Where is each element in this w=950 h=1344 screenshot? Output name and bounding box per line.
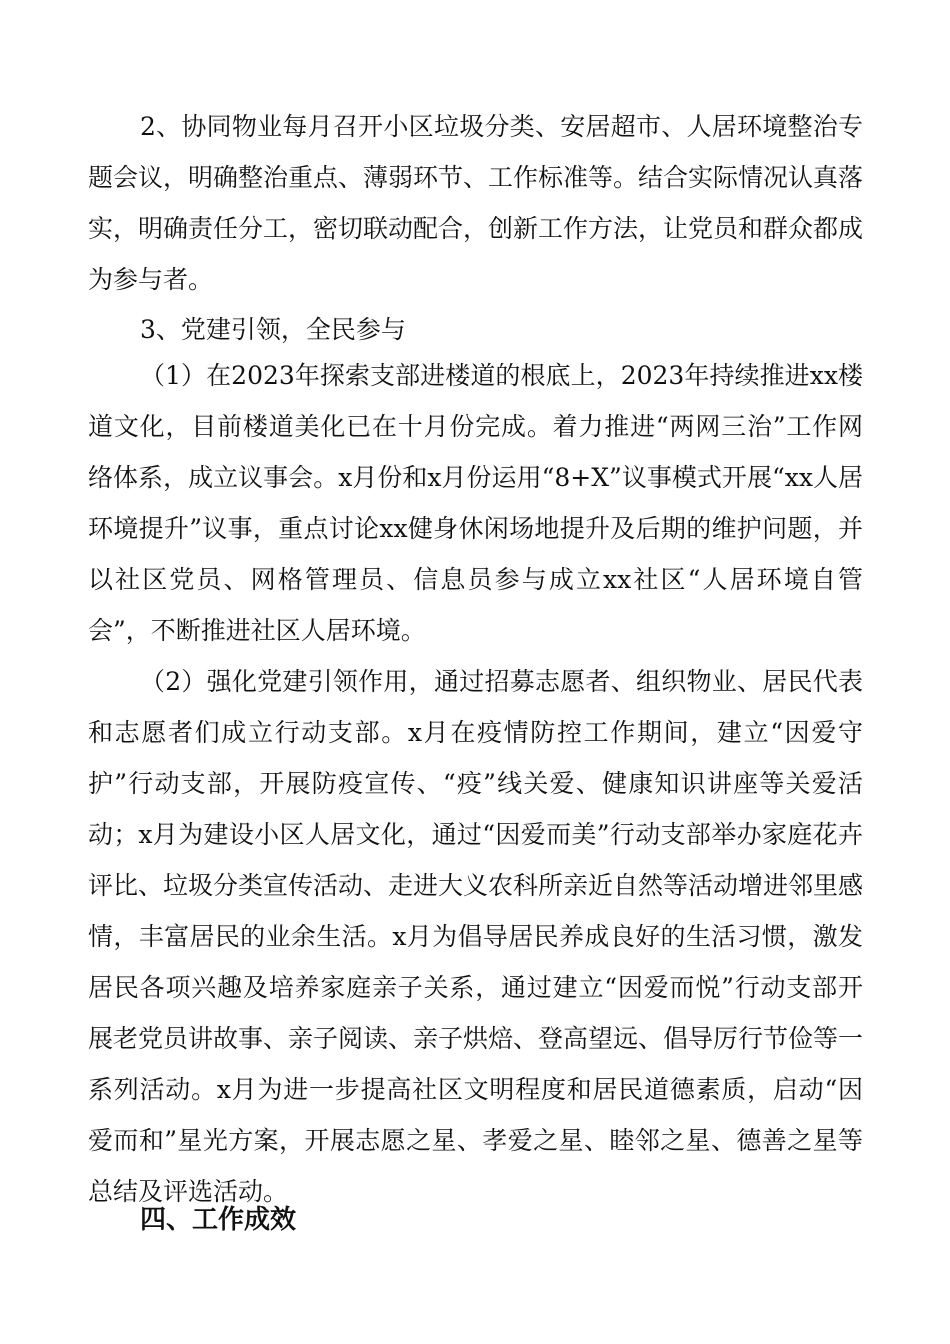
paragraph-2-property-meetings: 2、协同物业每月召开小区垃圾分类、安居超市、人居环境整治专题会议，明确整治重点、薄弱环节、工作标准等。结合实际情况认真落实，明确责任分工，密切联动配合，创新工作方法，让党员和群众都成为参与者。: [88, 112, 864, 294]
paragraph-3-1: （1）在2023年探索支部进楼道的根底上，2023年持续推进xx楼道文化，目前楼道美化已在十月份完成。着力推进“两网三治”工作网络体系，成立议事会。x月份和x月份运用“8+X”议事模式开展“xx人居环境提升”议事，重点讨论xx健身休闲场地提升及后期的维护问题，并以社区党员、网格管理员、信息员参与成立xx社区“人居环境自管会”，不断推进社区人居环境。: [88, 361, 863, 645]
section-heading: 四、工作成效: [140, 1205, 297, 1235]
paragraph-3-2: （2）强化党建引领作用，通过招募志愿者、组织物业、居民代表和志愿者们成立行动支部。x月在疫情防控工作期间，建立“因爱守护”行动支部，开展防疫宣传、“疫”线关爱、健康知识讲座等关爱活动；x月为建设小区人居文化，通过“因爱而美”行动支部举办家庭花卉评比、垃圾分类宣传活动、走进大义农科所亲近自然等活动增进邻里感情，丰富居民的业余生活。x月为倡导居民养成良好的生活习惯，激发居民各项兴趣及培养家庭亲子关系，通过建立“因爱而悦”行动支部开展老党员讲故事、亲子阅读、亲子烘焙、登高望远、倡导厉行节俭等一系列活动。x月为进一步提高社区文明程度和居民道德素质，启动“因爱而和”星光方案，开展志愿之星、孝爱之星、睦邻之星、德善之星等总结及评选活动。: [88, 667, 864, 1206]
paragraph-3-heading: 3、党建引领，全民参与: [140, 315, 406, 344]
